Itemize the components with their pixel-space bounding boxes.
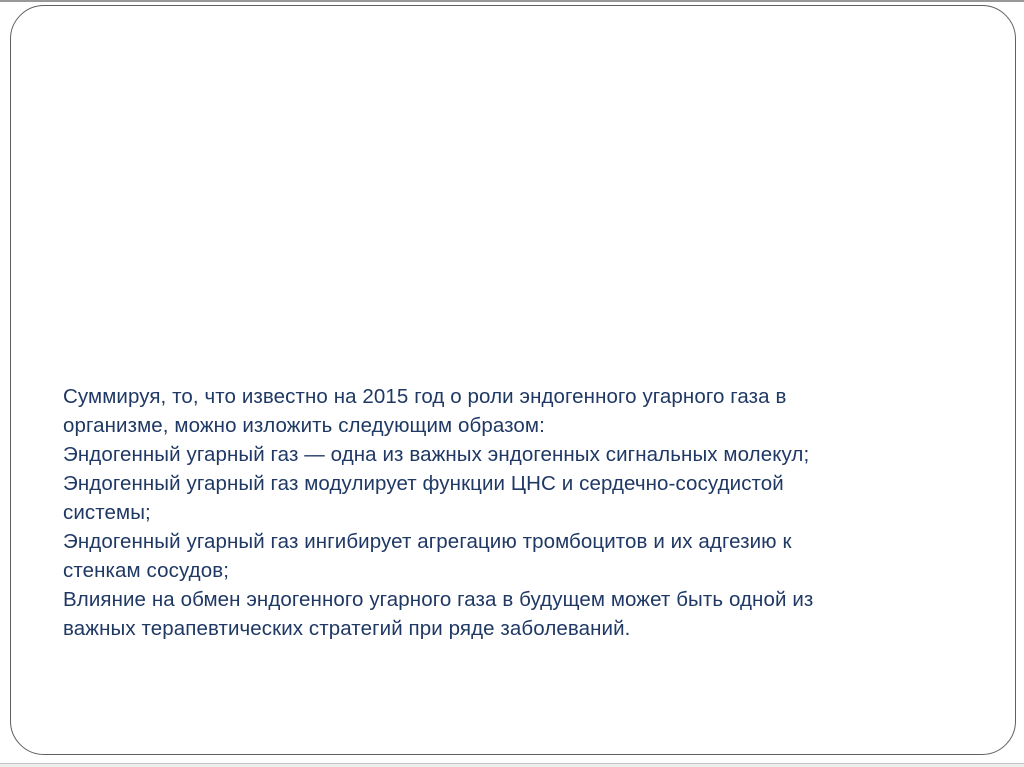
text-line: стенкам сосудов; [63, 559, 229, 582]
text-line: важных терапевтических стратегий при ряде заболеваний. [63, 617, 631, 640]
text-line: Влияние на обмен эндогенного угарного газа в будущем может быть одной из [63, 588, 814, 611]
text-line: Эндогенный угарный газ ингибирует агрегацию тромбоцитов и их адгезию к [63, 530, 792, 553]
viewer-bottom-band [0, 763, 1024, 767]
slide-body-text [63, 382, 973, 643]
text-line: организме, можно изложить следующим образом: [63, 414, 545, 437]
text-line: Суммируя, то, что известно на 2015 год о роли эндогенного угарного газа в [63, 385, 787, 408]
text-line: Эндогенный угарный газ — одна из важных эндогенных сигнальных молекул; [63, 443, 810, 466]
slide [10, 5, 1016, 755]
text-line: Эндогенный угарный газ модулирует функции ЦНС и сердечно-сосудистой [63, 472, 784, 495]
viewer-top-edge [0, 0, 1024, 2]
text-line: системы; [63, 501, 151, 524]
